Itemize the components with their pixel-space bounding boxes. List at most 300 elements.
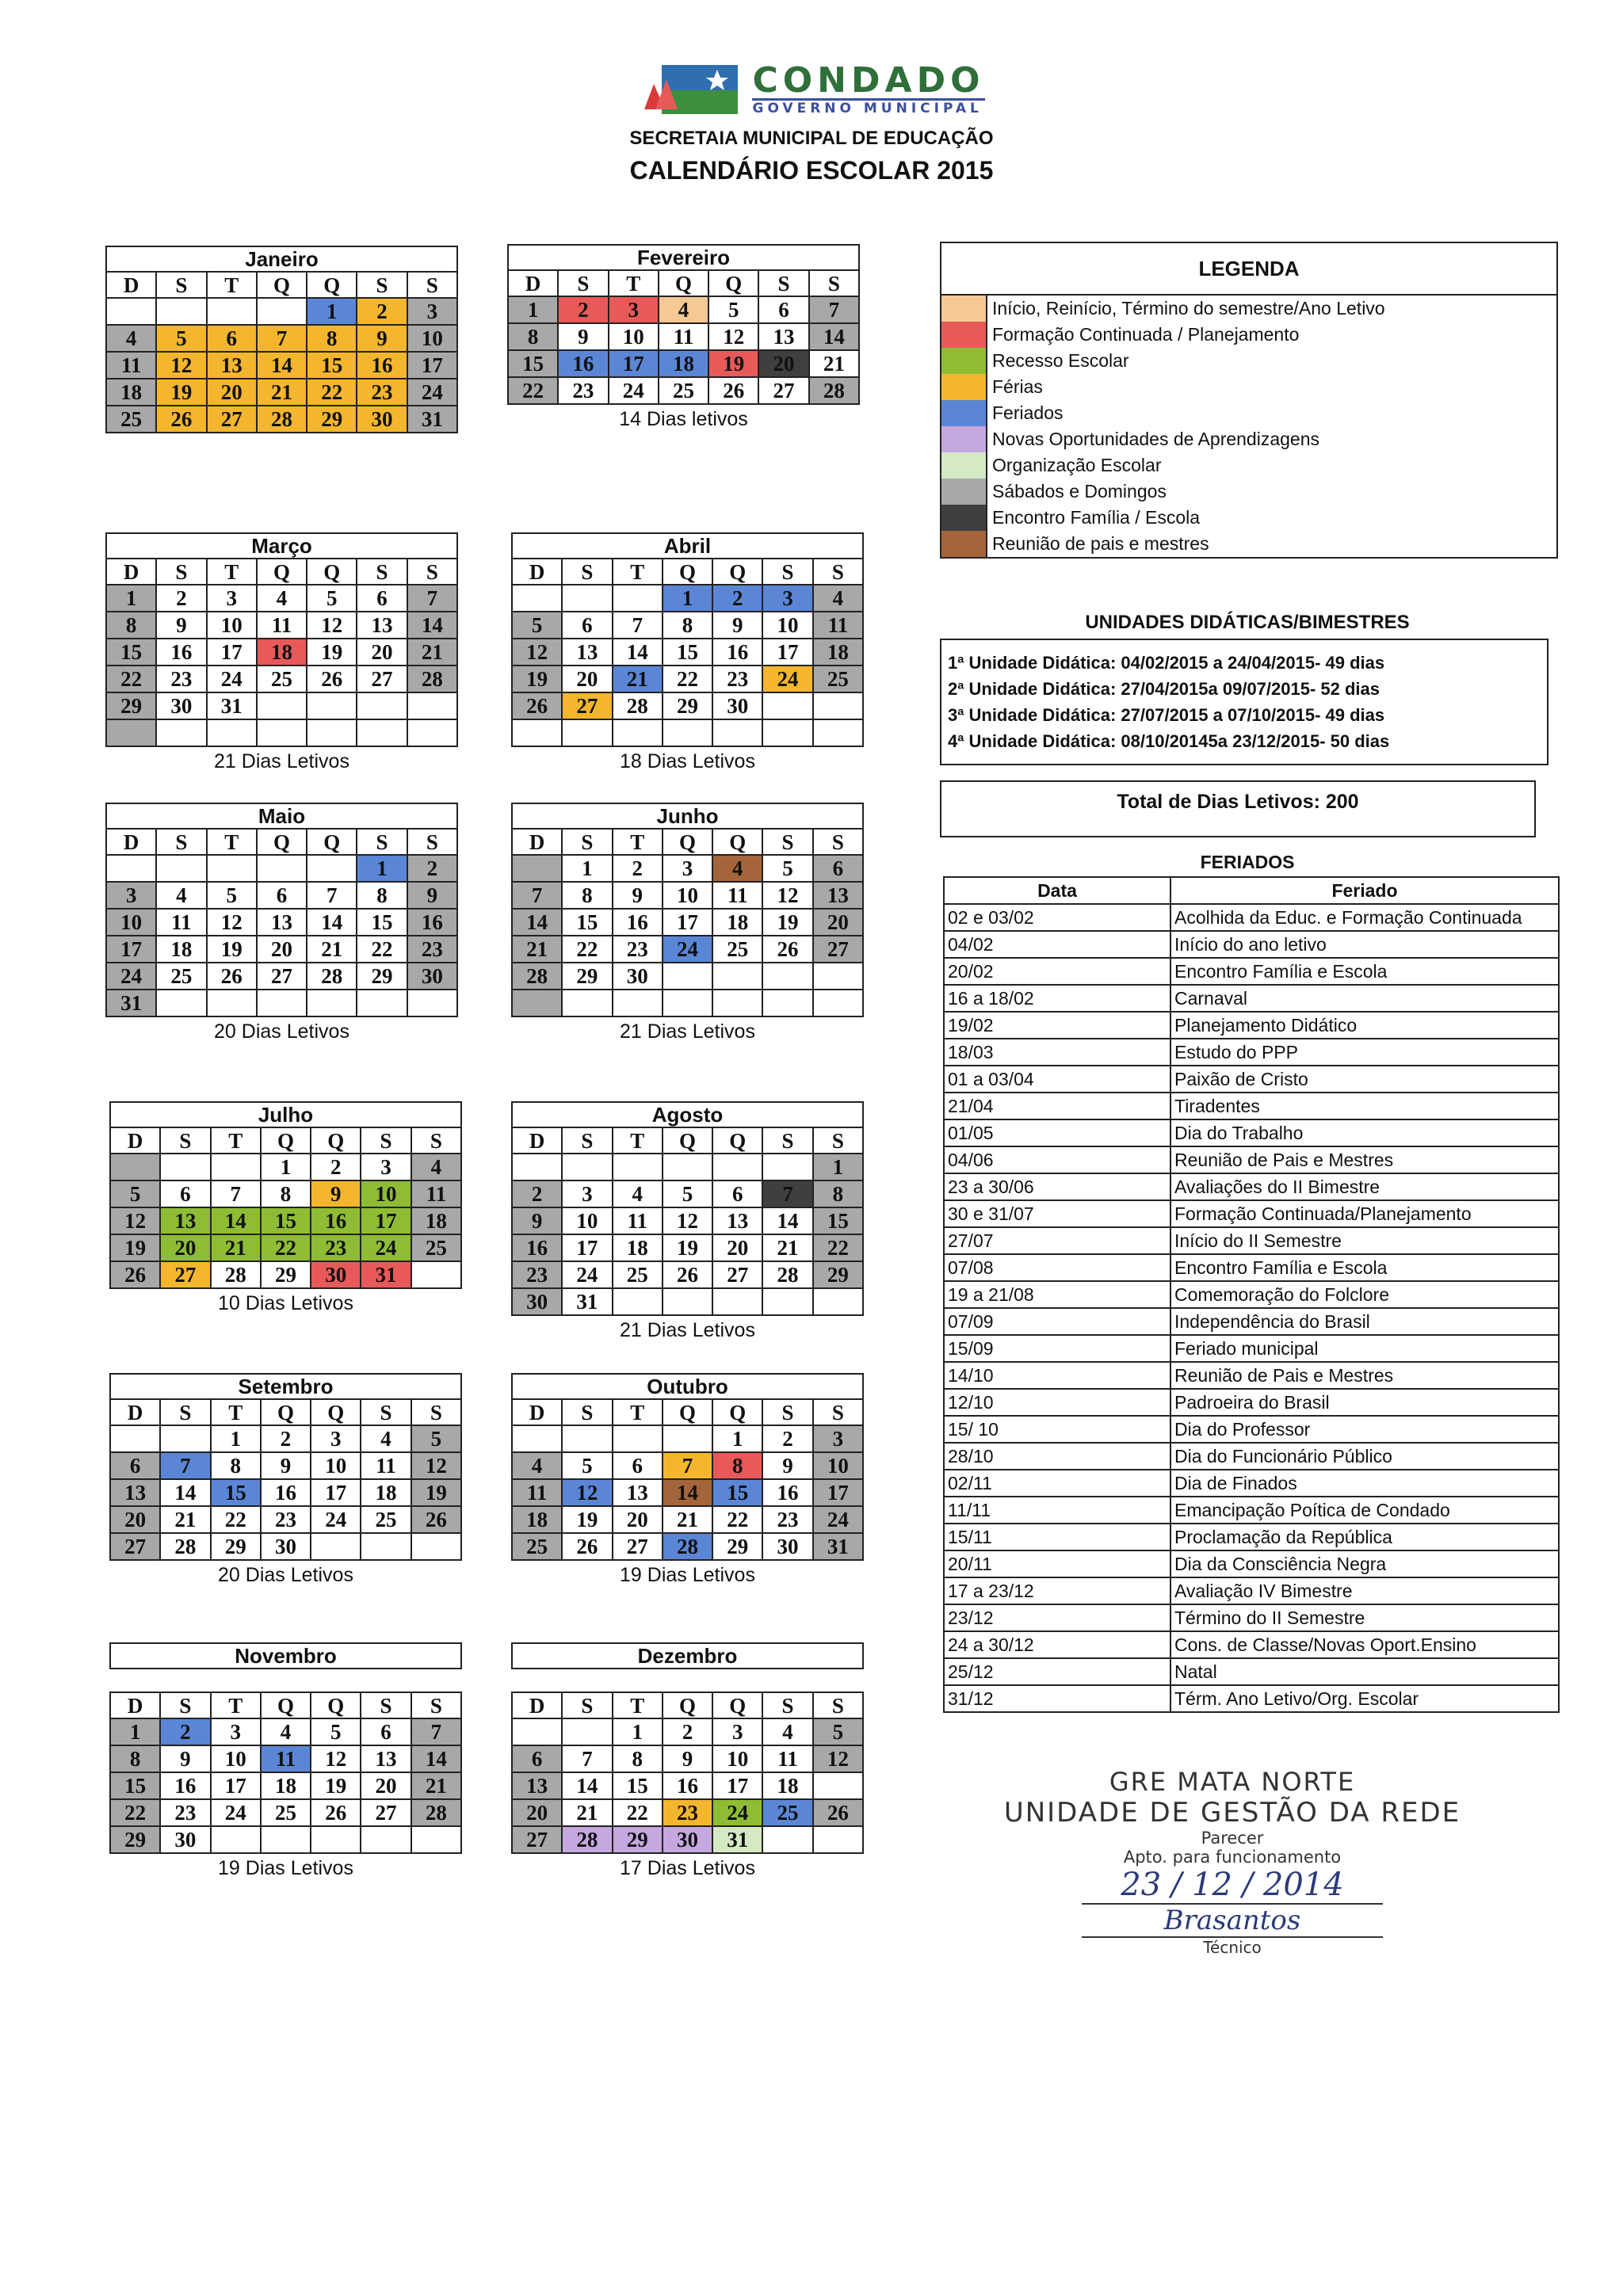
- day-cell: 9: [712, 612, 762, 639]
- day-cell: [207, 990, 257, 1016]
- day-cell: [613, 990, 663, 1016]
- holidays-header-row: [944, 877, 1559, 904]
- day-cell: 25: [613, 1261, 663, 1288]
- weekday-header: Q: [307, 829, 357, 855]
- holiday-name: Emancipação Poítica de Condado: [1170, 1497, 1559, 1524]
- day-cell: 15: [357, 909, 407, 936]
- day-cell: 8: [813, 1180, 863, 1207]
- day-cell: 2: [160, 1718, 210, 1745]
- day-cell: 9: [762, 1452, 812, 1479]
- holiday-row: [944, 1227, 1559, 1254]
- week-row: [512, 963, 863, 990]
- week-row: [106, 936, 457, 963]
- legend-swatch: [941, 322, 987, 348]
- week-row: [110, 1745, 461, 1772]
- legend-swatch: [941, 400, 987, 426]
- day-cell: 22: [307, 379, 357, 406]
- day-cell: 15: [261, 1207, 311, 1234]
- day-cell: 30: [613, 963, 663, 990]
- day-cell: 15: [663, 639, 712, 666]
- day-cell: 11: [762, 1745, 812, 1772]
- day-cell: 16: [156, 639, 206, 666]
- weekday-header: Q: [708, 270, 758, 296]
- legend-label: Início, Reinício, Término do semestre/Ano Letivo: [992, 298, 1385, 318]
- day-cell: 19: [307, 639, 357, 666]
- weekday-header: S: [813, 1399, 863, 1425]
- day-cell: 8: [508, 323, 558, 350]
- holiday-date: 31/12: [944, 1685, 1170, 1712]
- weekday-header: D: [110, 1692, 160, 1718]
- holiday-date: 07/08: [944, 1254, 1170, 1281]
- day-cell: 12: [562, 1479, 612, 1506]
- day-cell: 15: [508, 350, 558, 377]
- week-row: [106, 298, 457, 325]
- legend-item: [941, 400, 1556, 426]
- day-cell: [813, 719, 863, 746]
- day-cell: 21: [562, 1799, 612, 1826]
- day-cell: 18: [813, 639, 863, 666]
- week-row: [110, 1425, 461, 1452]
- weekday-header: S: [156, 272, 206, 298]
- week-row: [512, 1261, 863, 1288]
- day-cell: 10: [562, 1207, 612, 1234]
- day-cell: 12: [307, 612, 357, 639]
- week-row: [512, 990, 863, 1016]
- day-cell: 5: [110, 1180, 160, 1207]
- legend-item: [941, 479, 1556, 505]
- week-row: [512, 585, 863, 612]
- weekday-header: T: [207, 272, 257, 298]
- week-row: [110, 1772, 461, 1799]
- week-row: [512, 719, 863, 746]
- day-cell: 27: [160, 1261, 210, 1288]
- day-cell: 20: [110, 1506, 160, 1533]
- month-title: Janeiro: [105, 246, 458, 271]
- week-row: [512, 936, 863, 963]
- day-cell: [663, 990, 712, 1016]
- day-cell: 20: [712, 1234, 762, 1261]
- week-row: [512, 855, 863, 882]
- school-days-count: 20 Dias Letivos: [214, 1020, 349, 1043]
- day-cell: 24: [813, 1506, 863, 1533]
- month-agosto: [511, 1101, 864, 1342]
- holiday-name: Estudo do PPP: [1170, 1039, 1559, 1066]
- holiday-date: 28/10: [944, 1443, 1170, 1470]
- weekday-header: D: [106, 272, 156, 298]
- holiday-name: Formação Continuada/Planejamento: [1170, 1200, 1559, 1227]
- day-cell: 3: [361, 1154, 411, 1180]
- day-cell: 2: [712, 585, 762, 612]
- weekday-header-row: [508, 270, 859, 296]
- day-cell: 4: [813, 585, 863, 612]
- day-cell: 3: [311, 1425, 361, 1452]
- day-cell: 6: [613, 1452, 663, 1479]
- legend-item: [941, 296, 1556, 322]
- day-cell: 10: [663, 882, 712, 909]
- month-title: Junho: [511, 803, 864, 828]
- day-cell: 5: [762, 855, 812, 882]
- day-cell: 24: [311, 1506, 361, 1533]
- day-cell: [762, 990, 812, 1016]
- day-cell: 10: [361, 1180, 411, 1207]
- day-cell: [261, 1826, 311, 1853]
- day-cell: 3: [663, 855, 712, 882]
- day-cell: 27: [562, 692, 612, 719]
- month-title: Julho: [109, 1101, 462, 1127]
- weekday-header-row: [110, 1692, 461, 1718]
- holiday-name: Feriado municipal: [1170, 1335, 1559, 1362]
- units-title: UNIDADES DIDÁTICAS/BIMESTRES: [1085, 612, 1410, 633]
- day-cell: [411, 1261, 461, 1288]
- day-cell: 15: [307, 352, 357, 379]
- month-title: Março: [105, 532, 458, 558]
- week-row: [110, 1234, 461, 1261]
- week-row: [512, 1154, 863, 1180]
- logo-name: CONDADO: [752, 59, 985, 101]
- day-cell: 3: [813, 1425, 863, 1452]
- weekday-header: S: [758, 270, 808, 296]
- month-maio: [105, 803, 458, 1043]
- weekday-header: S: [407, 559, 457, 585]
- day-cell: 7: [512, 882, 562, 909]
- week-row: [106, 639, 457, 666]
- holiday-row: [944, 1416, 1559, 1443]
- day-cell: 15: [562, 909, 612, 936]
- day-cell: 29: [613, 1826, 663, 1853]
- weekday-header: T: [613, 1127, 663, 1154]
- day-cell: 7: [411, 1718, 461, 1745]
- day-cell: [106, 298, 156, 325]
- day-cell: [156, 719, 206, 746]
- day-cell: 11: [261, 1745, 311, 1772]
- day-cell: 7: [307, 882, 357, 909]
- day-cell: 30: [512, 1288, 562, 1315]
- day-cell: [512, 585, 562, 612]
- day-cell: 7: [663, 1452, 712, 1479]
- week-row: [110, 1452, 461, 1479]
- legend: [940, 242, 1558, 559]
- holiday-date: 30 e 31/07: [944, 1200, 1170, 1227]
- holiday-name: Reunião de Pais e Mestres: [1170, 1146, 1559, 1173]
- day-cell: 18: [261, 1772, 311, 1799]
- stamp-signature: Brasantos: [1082, 1903, 1383, 1938]
- holiday-name: Natal: [1170, 1658, 1559, 1685]
- day-cell: [813, 963, 863, 990]
- day-cell: 17: [712, 1772, 762, 1799]
- logo: [638, 59, 985, 117]
- day-cell: 7: [407, 585, 457, 612]
- day-cell: [207, 298, 257, 325]
- holiday-name: Avaliação IV Bimestre: [1170, 1577, 1559, 1604]
- day-cell: [257, 719, 307, 746]
- day-cell: [307, 692, 357, 719]
- week-row: [110, 1261, 461, 1288]
- day-cell: 13: [712, 1207, 762, 1234]
- day-cell: 22: [613, 1799, 663, 1826]
- day-cell: 20: [160, 1234, 210, 1261]
- day-cell: 8: [110, 1745, 160, 1772]
- weekday-header: D: [512, 1127, 562, 1154]
- weekday-header: S: [156, 829, 206, 855]
- holiday-date: 02 e 03/02: [944, 904, 1170, 931]
- day-cell: 2: [558, 296, 608, 323]
- weekday-header: S: [809, 270, 859, 296]
- day-cell: [156, 990, 206, 1016]
- day-cell: [407, 719, 457, 746]
- day-cell: 22: [712, 1506, 762, 1533]
- weekday-header: S: [361, 1127, 411, 1154]
- holiday-name: Acolhida da Educ. e Formação Continuada: [1170, 904, 1559, 931]
- week-row: [106, 719, 457, 746]
- legend-title: LEGENDA: [941, 243, 1556, 296]
- day-cell: 25: [762, 1799, 812, 1826]
- week-row: [106, 666, 457, 692]
- day-cell: 1: [508, 296, 558, 323]
- month-novembro: [109, 1642, 462, 1880]
- day-cell: 16: [762, 1479, 812, 1506]
- day-cell: 7: [211, 1180, 261, 1207]
- day-cell: 28: [762, 1261, 812, 1288]
- holidays-table: [943, 876, 1560, 1713]
- day-cell: 25: [361, 1506, 411, 1533]
- day-cell: 5: [562, 1452, 612, 1479]
- weekday-header: D: [106, 829, 156, 855]
- day-cell: 20: [357, 639, 407, 666]
- day-cell: 16: [613, 909, 663, 936]
- holiday-row: [944, 1362, 1559, 1389]
- day-cell: [311, 1533, 361, 1560]
- holiday-row: [944, 904, 1559, 931]
- day-cell: [307, 855, 357, 882]
- holiday-date: 11/11: [944, 1497, 1170, 1524]
- week-row: [106, 612, 457, 639]
- month-marco: [105, 532, 458, 773]
- month-title: Fevereiro: [507, 244, 860, 269]
- day-cell: 9: [558, 323, 608, 350]
- holiday-name: Início do ano letivo: [1170, 931, 1559, 958]
- day-cell: [762, 1154, 812, 1180]
- weekday-header: S: [160, 1399, 210, 1425]
- day-cell: 14: [411, 1745, 461, 1772]
- day-cell: 10: [311, 1452, 361, 1479]
- day-cell: 12: [156, 352, 206, 379]
- day-cell: 20: [758, 350, 808, 377]
- day-cell: 10: [712, 1745, 762, 1772]
- weekday-header: D: [512, 559, 562, 585]
- day-cell: [512, 719, 562, 746]
- header: [0, 59, 1623, 185]
- day-cell: 12: [762, 882, 812, 909]
- day-cell: 26: [663, 1261, 712, 1288]
- day-cell: 12: [512, 639, 562, 666]
- week-row: [106, 990, 457, 1016]
- day-cell: 29: [813, 1261, 863, 1288]
- month-title: Outubro: [511, 1373, 864, 1398]
- weekday-header: Q: [663, 1399, 712, 1425]
- legend-item: [941, 531, 1556, 557]
- month-abril: [511, 532, 864, 773]
- day-cell: 18: [257, 639, 307, 666]
- day-cell: [106, 855, 156, 882]
- day-cell: 22: [106, 666, 156, 692]
- school-days-count: 20 Dias Letivos: [218, 1564, 353, 1586]
- day-cell: 30: [762, 1533, 812, 1560]
- holiday-row: [944, 1012, 1559, 1039]
- day-cell: 18: [106, 379, 156, 406]
- holiday-name: Encontro Família e Escola: [1170, 1254, 1559, 1281]
- holiday-date: 23 a 30/06: [944, 1173, 1170, 1200]
- holiday-date: 04/06: [944, 1146, 1170, 1173]
- day-cell: 29: [261, 1261, 311, 1288]
- holiday-name: Independência do Brasil: [1170, 1308, 1559, 1335]
- holiday-date: 20/11: [944, 1550, 1170, 1577]
- holiday-name: Término do II Semestre: [1170, 1604, 1559, 1631]
- month-dezembro: [511, 1642, 864, 1880]
- day-cell: 4: [156, 882, 206, 909]
- day-cell: 25: [712, 936, 762, 963]
- day-cell: 7: [762, 1180, 812, 1207]
- weekday-header: Q: [663, 829, 712, 855]
- day-cell: 31: [712, 1826, 762, 1853]
- day-cell: 2: [311, 1154, 361, 1180]
- day-cell: 21: [407, 639, 457, 666]
- day-cell: [613, 719, 663, 746]
- day-cell: 17: [106, 936, 156, 963]
- legend-item: [941, 348, 1556, 374]
- day-cell: [307, 719, 357, 746]
- day-cell: [663, 1288, 712, 1315]
- day-cell: [411, 1533, 461, 1560]
- week-row: [512, 1288, 863, 1315]
- day-cell: [311, 1826, 361, 1853]
- week-row: [512, 1506, 863, 1533]
- school-days-count: 17 Dias Letivos: [620, 1857, 755, 1879]
- day-cell: [813, 692, 863, 719]
- day-cell: 10: [207, 612, 257, 639]
- weekday-header: Q: [257, 829, 307, 855]
- day-cell: [512, 1154, 562, 1180]
- day-cell: 18: [411, 1207, 461, 1234]
- weekday-header: S: [762, 829, 812, 855]
- day-cell: 1: [663, 585, 712, 612]
- week-row: [512, 1234, 863, 1261]
- weekday-header: T: [613, 559, 663, 585]
- month-grid: [109, 1398, 462, 1561]
- day-cell: 4: [261, 1718, 311, 1745]
- day-cell: 25: [411, 1234, 461, 1261]
- legend-swatch: [941, 452, 987, 479]
- week-row: [512, 1425, 863, 1452]
- holiday-row: [944, 1281, 1559, 1308]
- holiday-row: [944, 1577, 1559, 1604]
- day-cell: 14: [562, 1772, 612, 1799]
- day-cell: 14: [307, 909, 357, 936]
- day-cell: 16: [512, 1234, 562, 1261]
- weekday-header: S: [160, 1692, 210, 1718]
- holiday-name: Térm. Ano Letivo/Org. Escolar: [1170, 1685, 1559, 1712]
- legend-item: [941, 374, 1556, 400]
- week-row: [512, 1180, 863, 1207]
- day-cell: [813, 1826, 863, 1853]
- day-cell: 16: [261, 1479, 311, 1506]
- holiday-date: 19 a 21/08: [944, 1281, 1170, 1308]
- day-cell: 23: [558, 377, 608, 404]
- day-cell: 19: [207, 936, 257, 963]
- holiday-date: 15/11: [944, 1524, 1170, 1550]
- day-cell: [562, 1154, 612, 1180]
- day-cell: 20: [257, 936, 307, 963]
- weekday-header: S: [357, 559, 407, 585]
- day-cell: 23: [357, 379, 407, 406]
- weekday-header-row: [110, 1127, 461, 1154]
- weekday-header: S: [156, 559, 206, 585]
- weekday-header: S: [813, 1127, 863, 1154]
- day-cell: 18: [361, 1479, 411, 1506]
- day-cell: [762, 719, 812, 746]
- school-days-count: 21 Dias Letivos: [620, 1020, 755, 1043]
- day-cell: 8: [106, 612, 156, 639]
- month-grid: [109, 1127, 462, 1289]
- month-junho: [511, 803, 864, 1043]
- week-row: [106, 406, 457, 433]
- condado-logo-icon: [638, 62, 741, 117]
- day-cell: 9: [311, 1180, 361, 1207]
- day-cell: 6: [160, 1180, 210, 1207]
- weekday-header: S: [357, 272, 407, 298]
- week-row: [508, 323, 859, 350]
- day-cell: 3: [407, 298, 457, 325]
- holiday-date: 19/02: [944, 1012, 1170, 1039]
- day-cell: 4: [411, 1154, 461, 1180]
- legend-item: [941, 505, 1556, 531]
- day-cell: 4: [762, 1718, 812, 1745]
- day-cell: 24: [207, 666, 257, 692]
- day-cell: 9: [261, 1452, 311, 1479]
- day-cell: 4: [512, 1452, 562, 1479]
- day-cell: [257, 298, 307, 325]
- weekday-header: Q: [311, 1127, 361, 1154]
- day-cell: 7: [613, 612, 663, 639]
- stamp-line-1: GRE MATA NORTE: [1109, 1767, 1356, 1797]
- day-cell: 17: [361, 1207, 411, 1234]
- day-cell: [613, 1425, 663, 1452]
- day-cell: 11: [106, 352, 156, 379]
- weekday-header: T: [613, 1399, 663, 1425]
- weekday-header: T: [211, 1692, 261, 1718]
- day-cell: 13: [813, 882, 863, 909]
- day-cell: 29: [307, 406, 357, 433]
- day-cell: 17: [311, 1479, 361, 1506]
- weekday-header: Q: [311, 1399, 361, 1425]
- day-cell: 2: [156, 585, 206, 612]
- holiday-row: [944, 1470, 1559, 1497]
- holiday-row: [944, 1173, 1559, 1200]
- day-cell: 31: [361, 1261, 411, 1288]
- day-cell: 28: [663, 1533, 712, 1560]
- month-grid: [105, 271, 458, 433]
- day-cell: 26: [207, 963, 257, 990]
- holiday-row: [944, 1119, 1559, 1146]
- holiday-row: [944, 1497, 1559, 1524]
- holiday-row: [944, 1335, 1559, 1362]
- weekday-header: D: [110, 1127, 160, 1154]
- day-cell: 24: [663, 936, 712, 963]
- week-row: [106, 325, 457, 352]
- holiday-row: [944, 1685, 1559, 1712]
- day-cell: 18: [512, 1506, 562, 1533]
- day-cell: 17: [762, 639, 812, 666]
- holiday-name: Dia do Trabalho: [1170, 1119, 1559, 1146]
